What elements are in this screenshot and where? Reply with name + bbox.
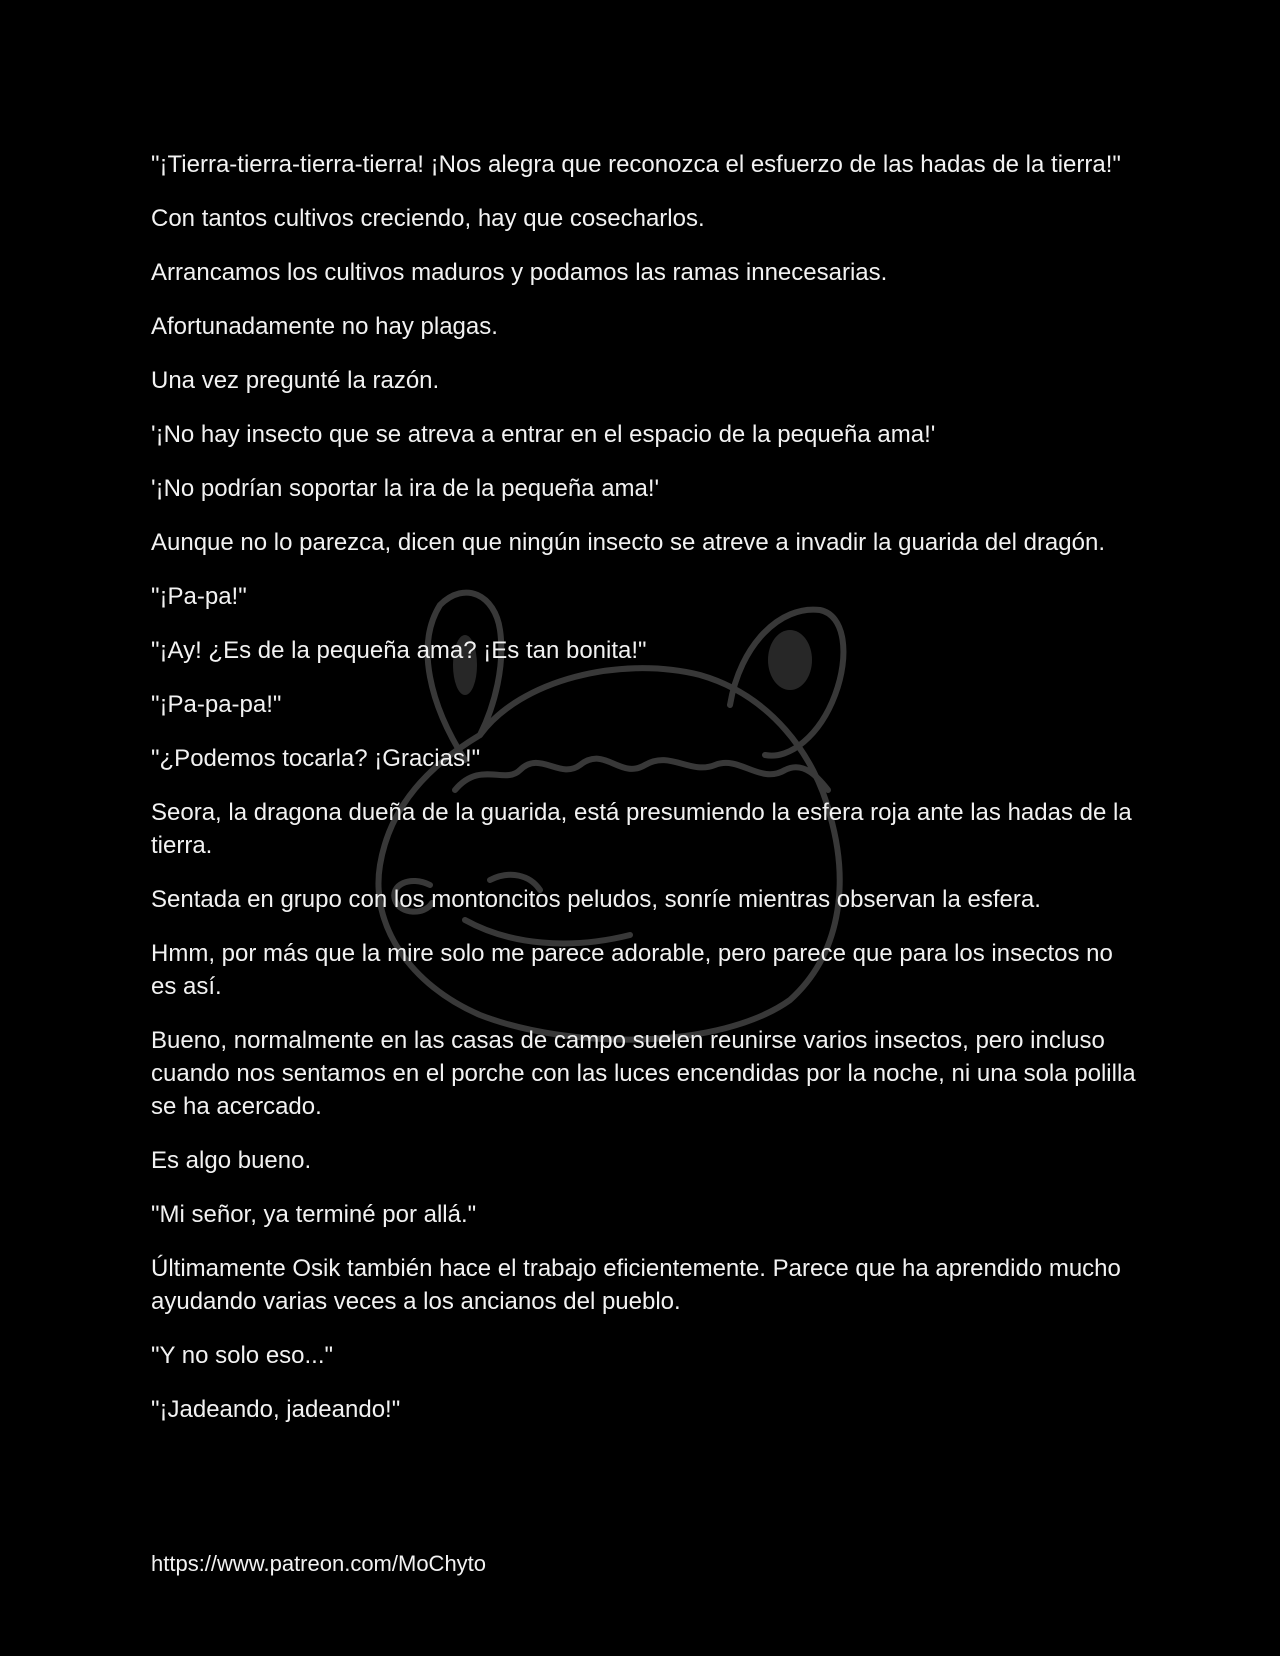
paragraph: "¿Podemos tocarla? ¡Gracias!" — [151, 745, 481, 772]
paragraph: "¡Tierra-tierra-tierra-tierra! ¡Nos alegra que reconozca el esfuerzo de las hadas de la tierra!" — [151, 151, 1121, 178]
paragraph: "¡Jadeando, jadeando!" — [151, 1396, 401, 1423]
paragraph: '¡No podrían soportar la ira de la pequeña ama!' — [151, 475, 660, 502]
paragraph: Sentada en grupo con los montoncitos peludos, sonríe mientras observan la esfera. — [151, 886, 1041, 913]
paragraph: Últimamente Osik también hace el trabajo eficientemente. Parece que ha aprendido mucho ayudando varias veces a los ancianos del pueblo. — [151, 1255, 1121, 1315]
paragraph: "¡Pa-pa-pa!" — [151, 691, 282, 718]
story-text — [151, 148, 1141, 1447]
paragraph: "Mi señor, ya terminé por allá." — [151, 1201, 477, 1228]
paragraph: Con tantos cultivos creciendo, hay que cosecharlos. — [151, 205, 705, 232]
paragraph: Bueno, normalmente en las casas de campo suelen reunirse varios insectos, pero incluso cuando nos sentamos en el porche con las luces encendidas por la noche, ni una sola polilla se ha acercado. — [151, 1027, 1136, 1120]
paragraph: Aunque no lo parezca, dicen que ningún insecto se atreve a invadir la guarida del dragón. — [151, 529, 1105, 556]
paragraph: Arrancamos los cultivos maduros y podamos las ramas innecesarias. — [151, 259, 888, 286]
paragraph: Es algo bueno. — [151, 1147, 312, 1174]
paragraph: '¡No hay insecto que se atreva a entrar en el espacio de la pequeña ama!' — [151, 421, 936, 448]
paragraph: Una vez pregunté la razón. — [151, 367, 440, 394]
paragraph: Afortunadamente no hay plagas. — [151, 313, 498, 340]
paragraph: Hmm, por más que la mire solo me parece adorable, pero parece que para los insectos no es así. — [151, 940, 1113, 1000]
paragraph: "¡Ay! ¿Es de la pequeña ama? ¡Es tan bonita!" — [151, 637, 647, 664]
patreon-link[interactable]: https://www.patreon.com/MoChyto — [151, 1551, 487, 1576]
paragraph: "¡Pa-pa!" — [151, 583, 247, 610]
paragraph: "Y no solo eso..." — [151, 1342, 334, 1369]
paragraph: Seora, la dragona dueña de la guarida, está presumiendo la esfera roja ante las hadas de la tierra. — [151, 799, 1132, 859]
